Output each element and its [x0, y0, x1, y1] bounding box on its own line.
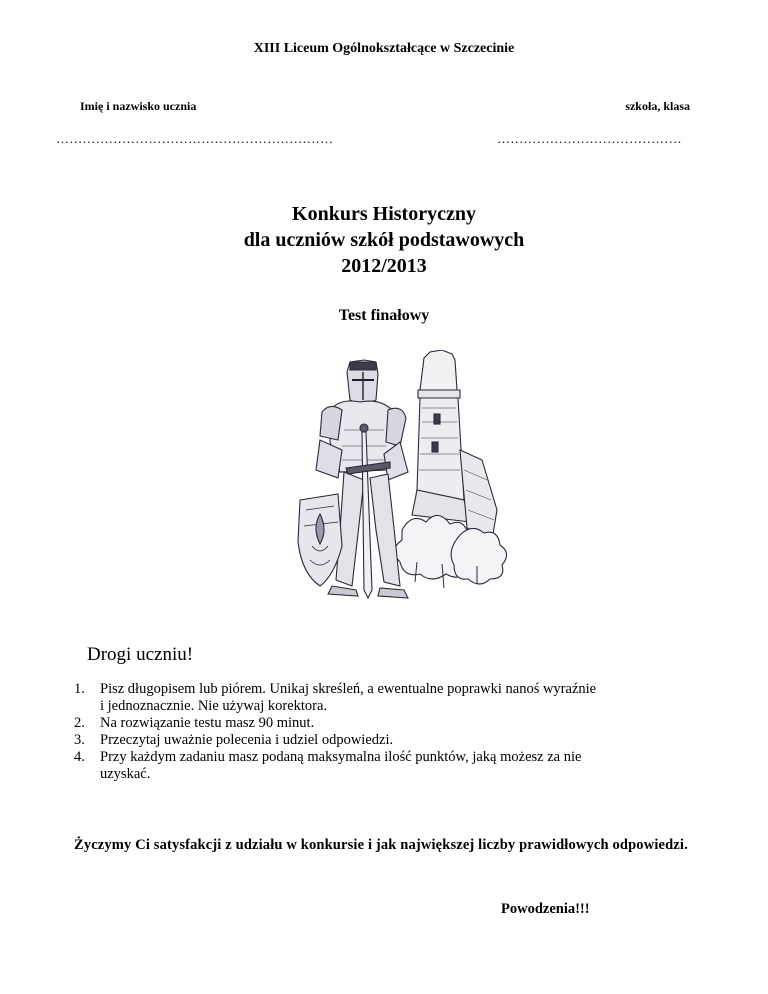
title-line-3: 2012/2013 — [341, 255, 427, 277]
tower-icon — [412, 350, 497, 540]
list-item-text-continued: uzyskać. — [100, 766, 151, 782]
school-name: XIII Liceum Ogólnokształcące w Szczecinie — [253, 41, 515, 56]
list-item-text: Na rozwiązanie testu masz 90 minut. — [100, 715, 315, 731]
title-line-1: Konkurs Historyczny — [292, 203, 476, 225]
page-title — [0, 201, 768, 279]
list-item — [74, 681, 714, 715]
list-item-text: Przy każdym zadaniu masz podaną maksymalna ilość punktów, jaką możesz za nie — [100, 749, 582, 765]
student-name-field[interactable]: ……………………………………………………… — [56, 131, 334, 146]
list-item-number: 3. — [74, 732, 85, 748]
instructions-list — [74, 681, 714, 783]
list-item — [74, 732, 714, 749]
list-item — [74, 715, 714, 732]
student-name-label: Imię i nazwisko ucznia — [80, 99, 197, 113]
shield-icon — [298, 494, 342, 586]
list-item — [74, 749, 714, 783]
list-item-text-continued: i jednoznacznie. Nie używaj korektora. — [100, 698, 328, 714]
list-item-text: Przeczytaj uważnie polecenia i udziel odpowiedzi. — [100, 732, 394, 748]
list-item-number: 4. — [74, 749, 85, 765]
knight-and-tower-illustration — [292, 350, 522, 605]
school-class-field[interactable]: …………………………………… — [497, 131, 682, 146]
knight-icon — [298, 360, 408, 598]
list-item-text: Pisz długopisem lub piórem. Unikaj skreśleń, a ewentualne poprawki nanoś wyraźnie — [100, 681, 597, 697]
school-class-label: szkoła, klasa — [625, 99, 690, 113]
wish-message: Życzymy Ci satysfakcji z udziału w konkursie i jak największej liczby prawidłowych odpowiedzi. — [74, 837, 688, 853]
greeting-heading: Drogi uczniu! — [87, 644, 194, 665]
list-item-number: 2. — [74, 715, 85, 731]
good-luck-text: Powodzenia!!! — [501, 901, 590, 917]
title-line-2: dla uczniów szkół podstawowych — [243, 229, 525, 251]
test-subtitle: Test finałowy — [338, 307, 430, 324]
list-item-number: 1. — [74, 681, 85, 697]
